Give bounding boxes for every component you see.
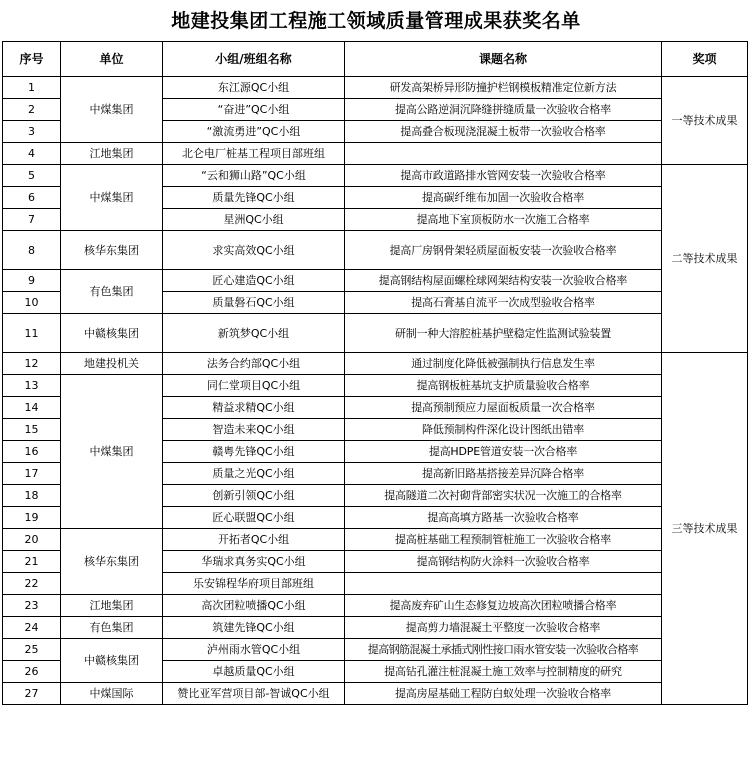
row-index: 18 <box>3 485 61 507</box>
row-group: “奋进”QC小组 <box>163 99 345 121</box>
table-row <box>3 375 748 397</box>
row-group: 赣粤先锋QC小组 <box>163 441 345 463</box>
row-group: 智造未来QC小组 <box>163 419 345 441</box>
table-row <box>3 595 748 617</box>
row-index: 9 <box>3 270 61 292</box>
row-topic: 提高高填方路基一次验收合格率 <box>345 507 662 529</box>
row-index: 8 <box>3 231 61 270</box>
row-topic: 降低预制构件深化设计图纸出错率 <box>345 419 662 441</box>
header-unit: 单位 <box>61 42 163 77</box>
row-index: 5 <box>3 165 61 187</box>
row-topic: 提高钢结构防火涂料一次验收合格率 <box>345 551 662 573</box>
row-topic: 提高地下室顶板防水一次施工合格率 <box>345 209 662 231</box>
table-row <box>3 639 748 661</box>
row-unit: 中煤集团 <box>61 165 163 231</box>
header-group: 小组/班组名称 <box>163 42 345 77</box>
row-topic: 提高HDPE管道安装一次合格率 <box>345 441 662 463</box>
row-unit: 地建投机关 <box>61 353 163 375</box>
row-topic: 提高新旧路基搭接差异沉降合格率 <box>345 463 662 485</box>
table-row <box>3 529 748 551</box>
row-topic: 提高市政道路排水管网安装一次验收合格率 <box>345 165 662 187</box>
row-index: 6 <box>3 187 61 209</box>
row-group: 精益求精QC小组 <box>163 397 345 419</box>
row-topic: 提高石膏基自流平一次成型验收合格率 <box>345 292 662 314</box>
award-third: 三等技术成果 <box>662 353 748 705</box>
award-table <box>2 41 748 705</box>
row-index: 24 <box>3 617 61 639</box>
row-index: 27 <box>3 683 61 705</box>
row-index: 21 <box>3 551 61 573</box>
row-group: 乐安锦程华府项目部班组 <box>163 573 345 595</box>
row-group: 质量先锋QC小组 <box>163 187 345 209</box>
row-topic: 提高厂房钢骨架轻质屋面板安装一次验收合格率 <box>345 231 662 270</box>
row-unit: 中赣核集团 <box>61 639 163 683</box>
row-group: 星洲QC小组 <box>163 209 345 231</box>
row-topic <box>345 573 662 595</box>
row-index: 13 <box>3 375 61 397</box>
row-index: 4 <box>3 143 61 165</box>
table-row <box>3 270 748 292</box>
row-topic: 通过制度化降低被强制执行信息发生率 <box>345 353 662 375</box>
row-topic: 提高钢结构屋面螺栓球网架结构安装一次验收合格率 <box>345 270 662 292</box>
row-index: 20 <box>3 529 61 551</box>
row-group: 匠心联盟QC小组 <box>163 507 345 529</box>
row-group: 求实高效QC小组 <box>163 231 345 270</box>
row-index: 10 <box>3 292 61 314</box>
row-index: 15 <box>3 419 61 441</box>
row-group: 法务合约部QC小组 <box>163 353 345 375</box>
row-unit: 核华东集团 <box>61 231 163 270</box>
row-topic: 提高钢板桩基坑支护质量验收合格率 <box>345 375 662 397</box>
table-row <box>3 77 748 99</box>
row-group: 东江源QC小组 <box>163 77 345 99</box>
row-group: 筑建先锋QC小组 <box>163 617 345 639</box>
row-group: 华瑞求真务实QC小组 <box>163 551 345 573</box>
row-index: 16 <box>3 441 61 463</box>
header-index: 序号 <box>3 42 61 77</box>
row-topic: 提高碳纤维布加固一次验收合格率 <box>345 187 662 209</box>
row-topic: 提高叠合板现浇混凝土板带一次验收合格率 <box>345 121 662 143</box>
header-topic: 课题名称 <box>345 42 662 77</box>
row-topic: 研发高架桥异形防撞护栏钢模板精准定位新方法 <box>345 77 662 99</box>
row-unit: 有色集团 <box>61 617 163 639</box>
award-second: 二等技术成果 <box>662 165 748 353</box>
row-topic <box>345 143 662 165</box>
row-group: 北仑电厂桩基工程项目部班组 <box>163 143 345 165</box>
row-index: 25 <box>3 639 61 661</box>
row-unit: 核华东集团 <box>61 529 163 595</box>
row-index: 1 <box>3 77 61 99</box>
row-index: 11 <box>3 314 61 353</box>
row-unit: 江地集团 <box>61 595 163 617</box>
row-index: 17 <box>3 463 61 485</box>
row-topic: 提高预制预应力屋面板质量一次合格率 <box>345 397 662 419</box>
row-index: 26 <box>3 661 61 683</box>
row-topic: 提高桩基础工程预制管桩施工一次验收合格率 <box>345 529 662 551</box>
row-group: 开拓者QC小组 <box>163 529 345 551</box>
row-topic: 研制一种大溶腔桩基护壁稳定性监测试验装置 <box>345 314 662 353</box>
row-group: “激流勇进”QC小组 <box>163 121 345 143</box>
row-index: 7 <box>3 209 61 231</box>
row-group: 卓越质量QC小组 <box>163 661 345 683</box>
row-group: 创新引领QC小组 <box>163 485 345 507</box>
row-group: 质量磐石QC小组 <box>163 292 345 314</box>
row-group: 同仁堂项目QC小组 <box>163 375 345 397</box>
row-topic: 提高剪力墙混凝土平整度一次验收合格率 <box>345 617 662 639</box>
row-group: 泸州雨水管QC小组 <box>163 639 345 661</box>
row-unit: 江地集团 <box>61 143 163 165</box>
row-topic: 提高钢筋混凝土承插式刚性接口雨水管安装一次验收合格率 <box>345 639 662 661</box>
table-row <box>3 353 748 375</box>
row-index: 19 <box>3 507 61 529</box>
row-index: 14 <box>3 397 61 419</box>
table-header-row <box>3 42 748 77</box>
award-first: 一等技术成果 <box>662 77 748 165</box>
page-title: 地建投集团工程施工领域质量管理成果获奖名单 <box>171 10 581 32</box>
row-index: 22 <box>3 573 61 595</box>
row-topic: 提高废弃矿山生态修复边坡高次团粒喷播合格率 <box>345 595 662 617</box>
row-topic: 提高房屋基础工程防白蚁处理一次验收合格率 <box>345 683 662 705</box>
table-row <box>3 165 748 187</box>
row-topic: 提高钻孔灌注桩混凝土施工效率与控制精度的研究 <box>345 661 662 683</box>
row-unit: 中煤国际 <box>61 683 163 705</box>
row-group: 新筑梦QC小组 <box>163 314 345 353</box>
table-row <box>3 683 748 705</box>
row-index: 12 <box>3 353 61 375</box>
row-unit: 中赣核集团 <box>61 314 163 353</box>
row-group: 匠心建造QC小组 <box>163 270 345 292</box>
row-index: 23 <box>3 595 61 617</box>
header-award: 奖项 <box>662 42 748 77</box>
row-group: 赞比亚军营项目部-智诚QC小组 <box>163 683 345 705</box>
row-unit: 有色集团 <box>61 270 163 314</box>
table-row <box>3 314 748 353</box>
row-topic: 提高公路逆洞沉降缝拼缝质量一次验收合格率 <box>345 99 662 121</box>
row-group: 高次团粒喷播QC小组 <box>163 595 345 617</box>
row-group: “云和狮山路”QC小组 <box>163 165 345 187</box>
table-row <box>3 143 748 165</box>
row-index: 2 <box>3 99 61 121</box>
row-topic: 提高隧道二次衬砌背部密实状况一次施工的合格率 <box>345 485 662 507</box>
row-index: 3 <box>3 121 61 143</box>
row-unit: 中煤集团 <box>61 375 163 529</box>
row-unit: 中煤集团 <box>61 77 163 143</box>
row-group: 质量之光QC小组 <box>163 463 345 485</box>
table-row <box>3 617 748 639</box>
table-row <box>3 231 748 270</box>
